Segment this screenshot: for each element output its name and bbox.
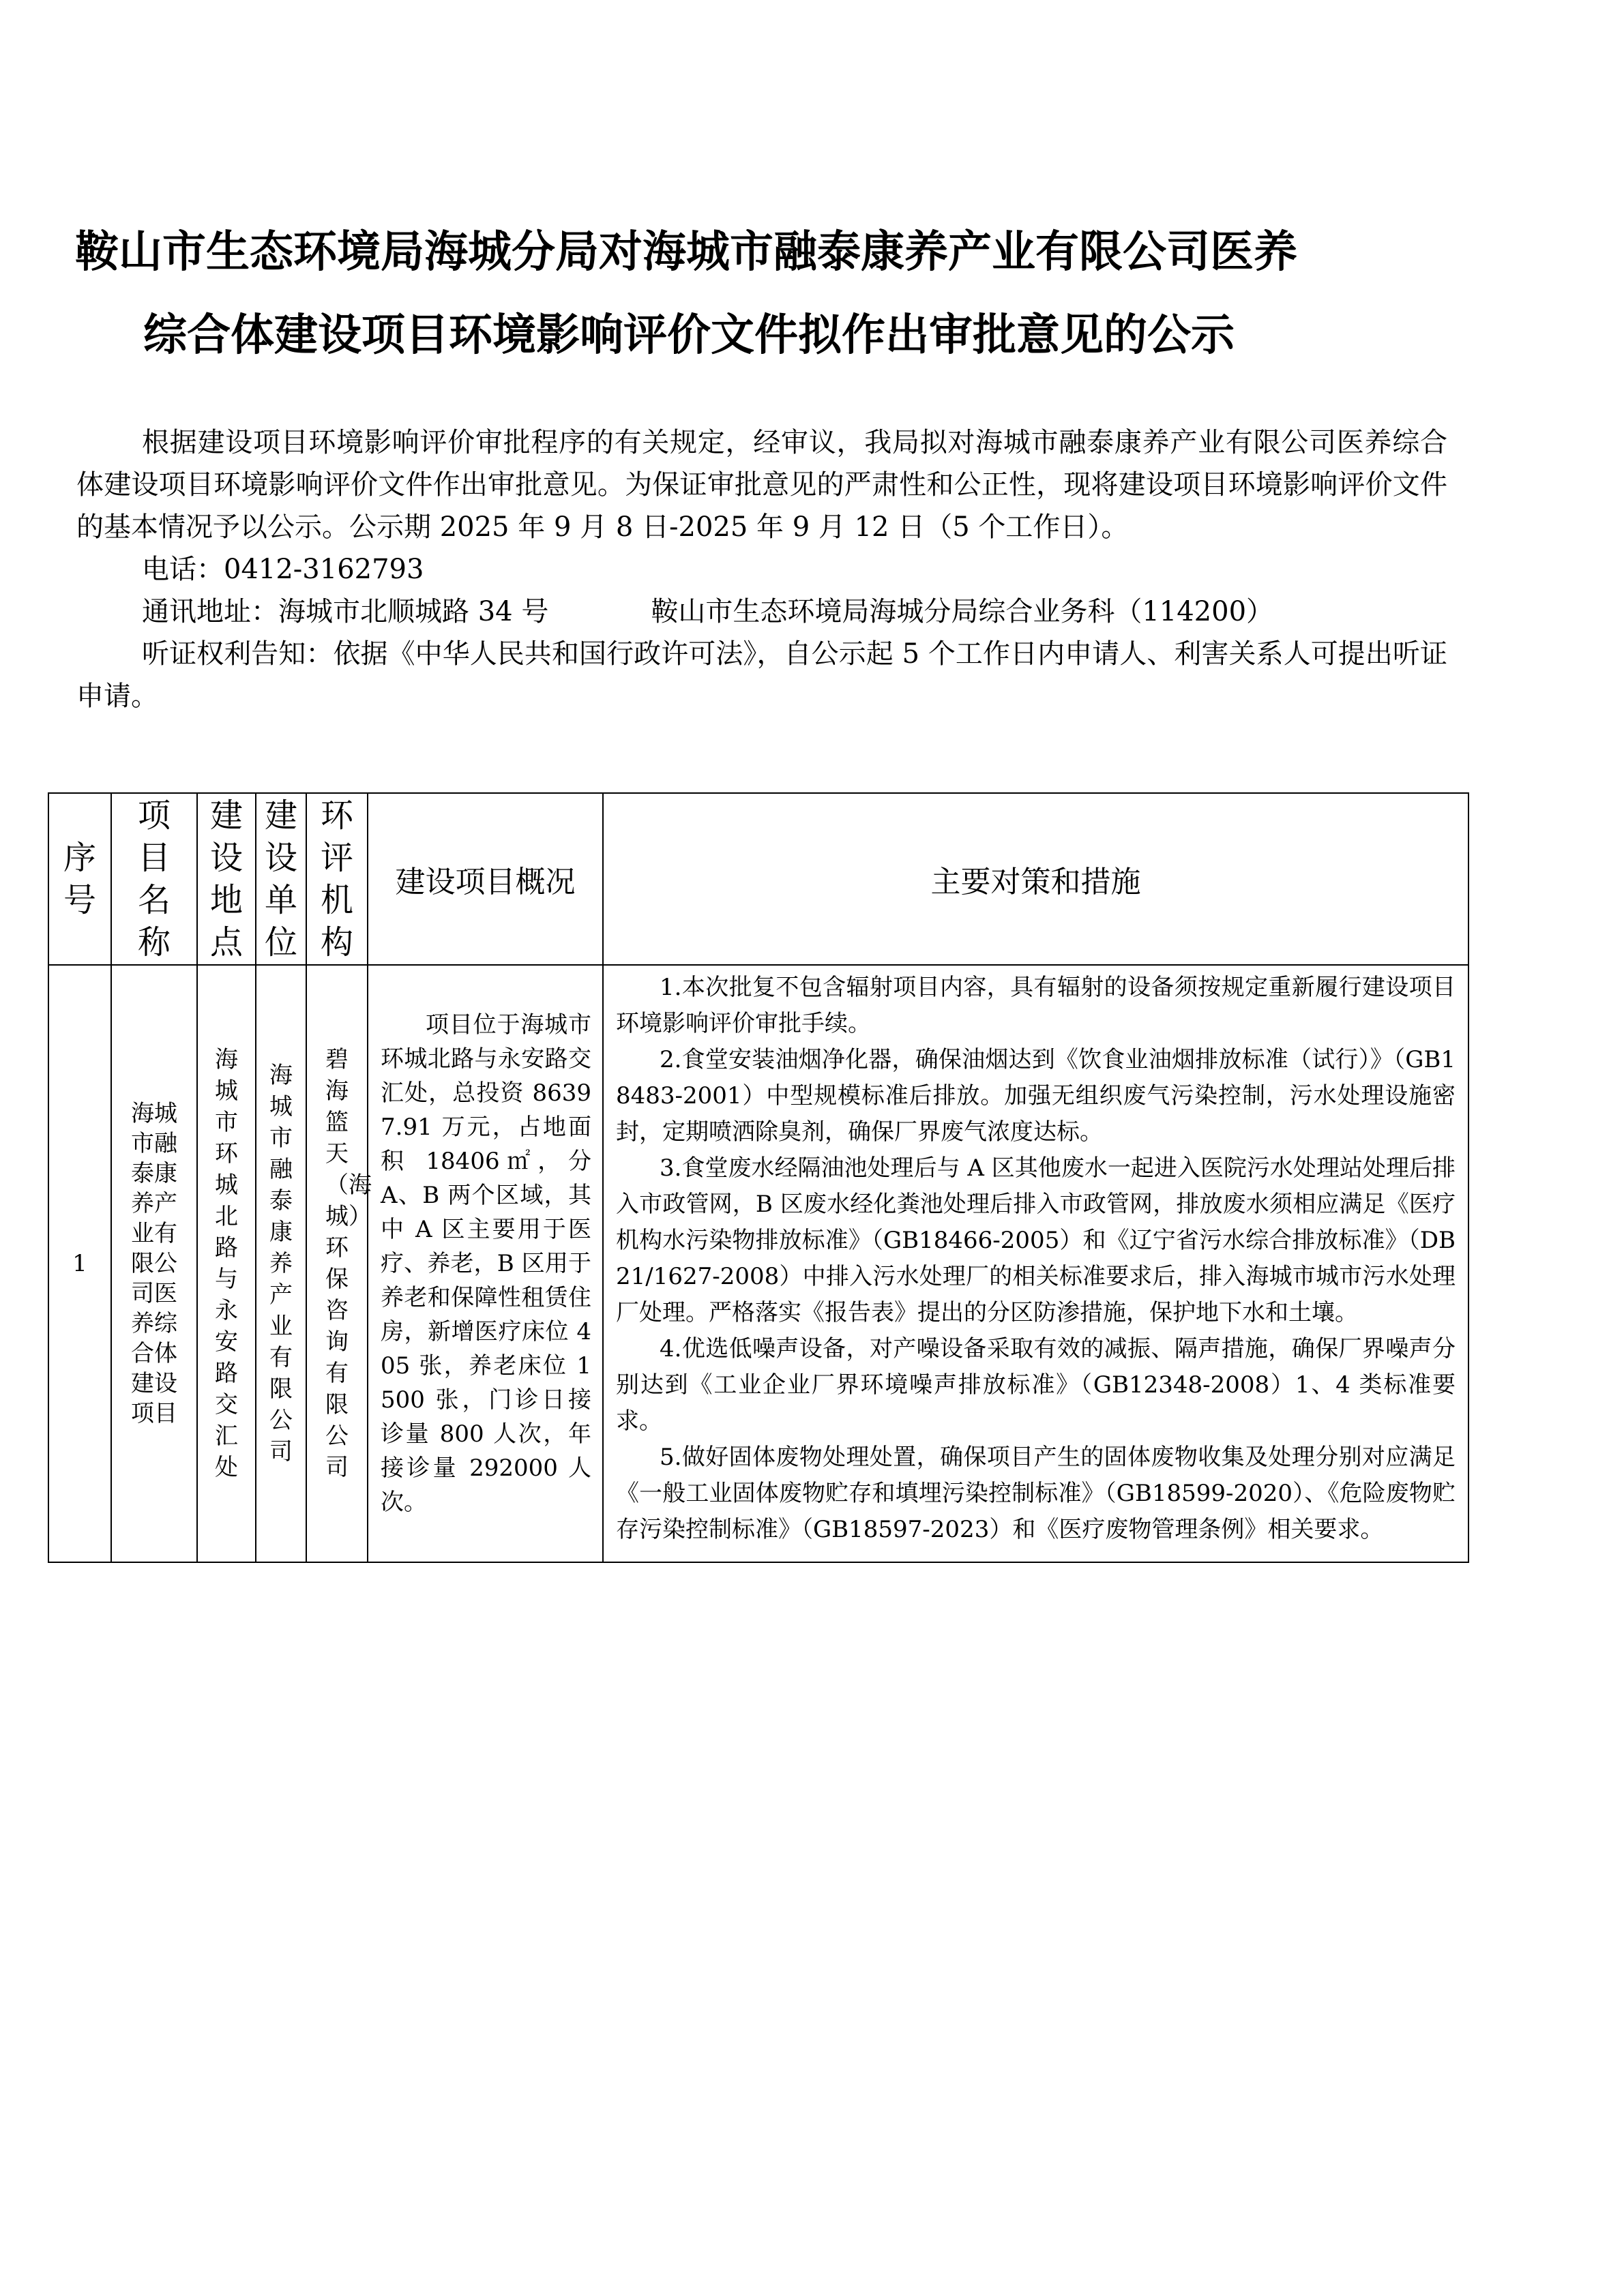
hearing-notice: 听证权利告知：依据《中华人民共和国行政许可法》，自公示起 5 个工作日内申请人、利害关系人可提出听证申请。 — [76, 638, 1447, 712]
measure-item: 5.做好固体废物处理处置，确保项目产生的固体废物收集及处理分别对应满足《一般工业固体废物贮存和填埋污染控制标准》（GB18599-2020）、《危险废物贮存污染控制标准》（GB18597-2023）和《医疗废物管理条例》相关要求。 — [616, 1444, 1456, 1543]
measure-item: 4.优选低噪声设备，对产噪设备采取有效的减振、隔声措施，确保厂界噪声分别达到《工业企业厂界环境噪声排放标准》（GB12348-2008）1、4 类标准要求。 — [616, 1335, 1456, 1435]
header-project-name: 项目名称 — [111, 793, 197, 965]
cell-eia-org: 碧海篮天（海城）环保咨询有限公司 — [306, 965, 368, 1562]
cell-location: 海城市环城北路与永安路交汇处 — [197, 965, 256, 1562]
header-seq: 序号 — [48, 793, 111, 965]
measure-item: 3.食堂废水经隔油池处理后与 A 区其他废水一起进入医院污水处理站处理后排入市政管网，B 区废水经化粪池处理后排入市政管网，排放废水须相应满足《医疗机构水污染物排放标准》（GB18466-2005）和《辽宁省污水综合排放标准》（DB 21/1627-2008）中排入污水处理厂的相关标准要求后，排入海城市城市污水处理厂处理。严格落实《报告表》提出的分区防渗措施，保护地下水和土壤。 — [616, 1154, 1456, 1326]
measure-item: 2.食堂安装油烟净化器，确保油烟达到《饮食业油烟排放标准（试行）》（GB18483-2001）中型规模标准后排放。加强无组织废气污染控制，污水处理设施密封，定期喷洒除臭剂，确保厂界废气浓度达标。 — [616, 1046, 1456, 1146]
document-title-line-2: 综合体建设项目环境影响评价文件拟作出审批意见的公示 — [143, 310, 1235, 361]
cell-project-name: 海城市融泰康养产业有限公司医养综合体建设项目 — [111, 965, 197, 1562]
intro-paragraph: 根据建设项目环境影响评价审批程序的有关规定，经审议，我局拟对海城市融泰康养产业有限公司医养综合体建设项目环境影响评价文件作出审批意见。为保证审批意见的严肃性和公正性，现将建设项目环境影响评价文件的基本情况予以公示。公示期 2025 年 9 月 8 日-2025 年 9 月 12 日（5 个工作日）。 — [76, 427, 1447, 543]
intro-section — [76, 421, 1447, 717]
project-table — [48, 792, 1469, 1563]
cell-seq: 1 — [48, 965, 111, 1562]
header-overview: 建设项目概况 — [368, 793, 603, 965]
address-text: 通讯地址：海城市北顺城路 34 号 — [142, 596, 549, 627]
document-title-line-1: 鞍山市生态环境局海城分局对海城市融泰康养产业有限公司医养 — [75, 227, 1297, 278]
cell-builder: 海城市融泰康养产业有限公司 — [256, 965, 306, 1562]
cell-overview: 项目位于海城市环城北路与永安路交汇处，总投资 86397.91 万元，占地面积 18406㎡，分 A、B 两个区域，其中 A 区主要用于医疗、养老，B 区用于养老和保障性租赁住房，新增医疗床位 405 张，养老床位 1500 张，门诊日接诊量 800 人次，年接诊量 292000 人次。 — [368, 965, 603, 1562]
phone-line: 电话：0412-3162793 — [142, 554, 424, 585]
header-eia-org: 环评机构 — [306, 793, 368, 965]
measure-item: 1.本次批复不包含辐射项目内容，具有辐射的设备须按规定重新履行建设项目环境影响评价审批手续。 — [616, 974, 1456, 1037]
cell-measures — [603, 965, 1468, 1562]
header-location: 建设地点 — [197, 793, 256, 965]
address-line — [76, 591, 1447, 633]
table-header-row — [48, 793, 1468, 965]
table-row — [48, 965, 1468, 1562]
header-measures: 主要对策和措施 — [603, 793, 1468, 965]
department-text: 鞍山市生态环境局海城分局综合业务科（114200） — [651, 596, 1274, 627]
header-builder: 建设单位 — [256, 793, 306, 965]
